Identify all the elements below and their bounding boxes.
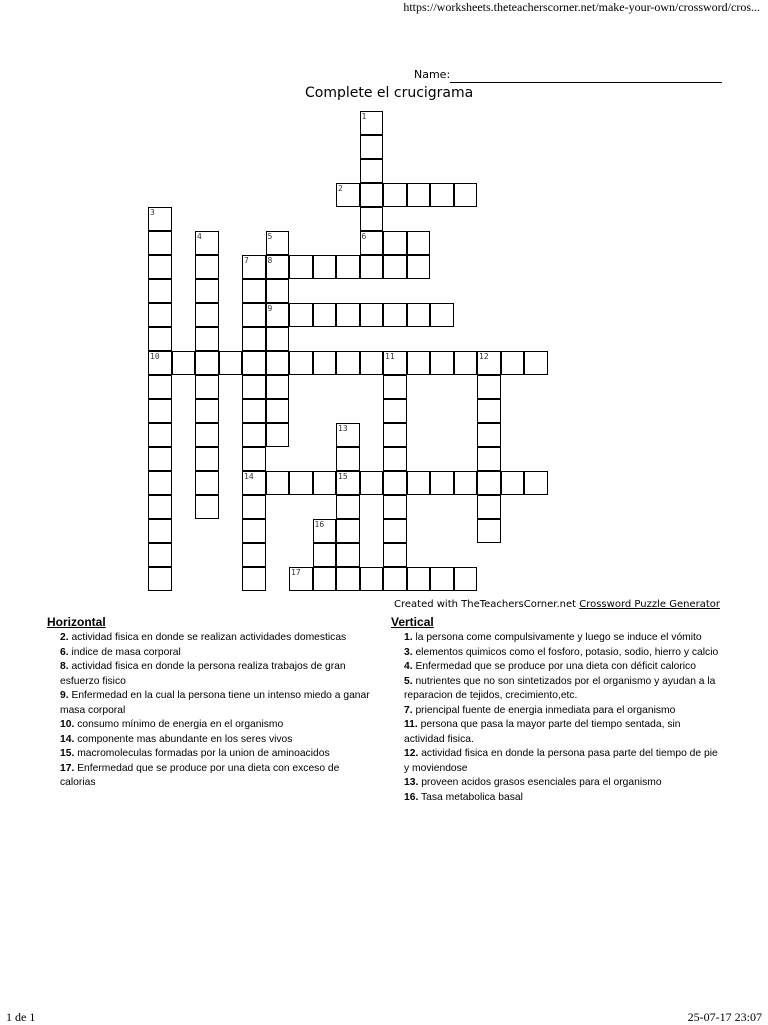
grid-cell[interactable] bbox=[148, 399, 172, 423]
grid-cell[interactable] bbox=[383, 447, 407, 471]
clue-text: consumo mínimo de energia en el organismo bbox=[74, 719, 284, 730]
grid-cell[interactable] bbox=[360, 351, 384, 375]
grid-cell[interactable] bbox=[266, 303, 290, 327]
vertical-clue bbox=[391, 631, 721, 646]
clue-number: 12 bbox=[479, 352, 489, 361]
clue-number: 17 bbox=[291, 568, 301, 577]
credit-text: Created with TheTeachersCorner.net bbox=[394, 599, 580, 610]
grid-cell[interactable] bbox=[430, 303, 454, 327]
grid-cell[interactable] bbox=[383, 495, 407, 519]
horizontal-clue bbox=[47, 747, 377, 762]
grid-cell[interactable] bbox=[336, 255, 360, 279]
vertical-clue bbox=[391, 718, 721, 747]
grid-cell[interactable] bbox=[266, 255, 290, 279]
grid-cell[interactable] bbox=[195, 375, 219, 399]
clue-number-label: 9. bbox=[60, 690, 69, 701]
grid-cell[interactable] bbox=[336, 351, 360, 375]
vertical-clue bbox=[391, 776, 721, 791]
grid-cell[interactable] bbox=[148, 231, 172, 255]
grid-cell[interactable] bbox=[195, 279, 219, 303]
grid-cell[interactable] bbox=[336, 447, 360, 471]
grid-cell[interactable] bbox=[266, 279, 290, 303]
vertical-clue bbox=[391, 660, 721, 675]
grid-cell[interactable] bbox=[360, 471, 384, 495]
grid-cell[interactable] bbox=[477, 399, 501, 423]
grid-cell[interactable] bbox=[336, 519, 360, 543]
grid-cell[interactable] bbox=[360, 111, 384, 135]
grid-cell[interactable] bbox=[148, 423, 172, 447]
grid-cell[interactable] bbox=[242, 327, 266, 351]
clue-number-label: 11. bbox=[404, 719, 418, 730]
grid-cell[interactable] bbox=[383, 351, 407, 375]
grid-cell[interactable] bbox=[266, 327, 290, 351]
horizontal-clue bbox=[47, 646, 377, 661]
horizontal-clue bbox=[47, 631, 377, 646]
vertical-heading: Vertical bbox=[391, 615, 434, 629]
grid-cell[interactable] bbox=[360, 567, 384, 591]
grid-cell[interactable] bbox=[336, 543, 360, 567]
grid-cell[interactable] bbox=[313, 255, 337, 279]
clue-text: actividad fisica en donde se realizan actividades domesticas bbox=[68, 632, 347, 643]
grid-cell[interactable] bbox=[477, 495, 501, 519]
grid-cell[interactable] bbox=[313, 567, 337, 591]
grid-cell[interactable] bbox=[360, 303, 384, 327]
grid-cell[interactable] bbox=[360, 207, 384, 231]
grid-cell[interactable] bbox=[407, 351, 431, 375]
clue-number: 6 bbox=[361, 232, 367, 241]
grid-cell[interactable] bbox=[195, 231, 219, 255]
grid-cell[interactable] bbox=[289, 567, 313, 591]
grid-cell[interactable] bbox=[266, 375, 290, 399]
grid-cell[interactable] bbox=[266, 471, 290, 495]
grid-cell[interactable] bbox=[289, 255, 313, 279]
grid-cell[interactable] bbox=[383, 255, 407, 279]
clue-number-label: 4. bbox=[404, 661, 413, 672]
grid-cell[interactable] bbox=[477, 447, 501, 471]
vertical-clue bbox=[391, 747, 721, 776]
grid-cell[interactable] bbox=[477, 375, 501, 399]
grid-cell[interactable] bbox=[383, 183, 407, 207]
grid-cell[interactable] bbox=[148, 519, 172, 543]
grid-cell[interactable] bbox=[383, 423, 407, 447]
horizontal-heading: Horizontal bbox=[47, 615, 106, 629]
grid-cell[interactable] bbox=[242, 447, 266, 471]
grid-cell[interactable] bbox=[148, 471, 172, 495]
grid-cell[interactable] bbox=[148, 543, 172, 567]
horizontal-clue bbox=[47, 718, 377, 733]
clue-text: Enfermedad que se produce por una dieta con déficit calorico bbox=[412, 661, 696, 672]
grid-cell[interactable] bbox=[148, 567, 172, 591]
grid-cell[interactable] bbox=[172, 351, 196, 375]
grid-cell[interactable] bbox=[524, 351, 548, 375]
grid-cell[interactable] bbox=[313, 471, 337, 495]
grid-cell[interactable] bbox=[407, 183, 431, 207]
clue-text: componente mas abundante en los seres vivos bbox=[74, 733, 293, 745]
clue-number-label: 17. bbox=[60, 762, 75, 774]
grid-cell[interactable] bbox=[195, 447, 219, 471]
clue-number-label: 13. bbox=[404, 777, 419, 788]
clue-number: 3 bbox=[150, 208, 155, 217]
grid-cell[interactable] bbox=[148, 447, 172, 471]
clue-number-label: 10. bbox=[60, 719, 75, 730]
name-label: Name: bbox=[414, 68, 451, 81]
vertical-clue bbox=[391, 675, 721, 704]
grid-cell[interactable] bbox=[148, 351, 172, 375]
grid-cell[interactable] bbox=[148, 207, 172, 231]
clue-number-label: 8. bbox=[60, 661, 69, 672]
grid-cell[interactable] bbox=[383, 567, 407, 591]
clue-number: 5 bbox=[267, 232, 273, 241]
grid-cell[interactable] bbox=[313, 351, 337, 375]
grid-cell[interactable] bbox=[501, 471, 525, 495]
grid-cell[interactable] bbox=[289, 351, 313, 375]
print-timestamp: 25-07-17 23:07 bbox=[687, 1010, 762, 1024]
grid-cell[interactable] bbox=[195, 351, 219, 375]
grid-cell[interactable] bbox=[242, 423, 266, 447]
grid-cell[interactable] bbox=[454, 183, 478, 207]
grid-cell[interactable] bbox=[242, 351, 266, 375]
clue-text: elementos quimicos como el fosforo, potasio, sodio, hierro y calcio bbox=[412, 646, 719, 658]
grid-cell[interactable] bbox=[242, 471, 266, 495]
clue-number-label: 1. bbox=[404, 632, 413, 643]
grid-cell[interactable] bbox=[454, 567, 478, 591]
grid-cell[interactable] bbox=[195, 303, 219, 327]
vertical-clues bbox=[391, 615, 721, 805]
clue-number-label: 3. bbox=[404, 646, 413, 658]
clue-number: 16 bbox=[314, 520, 325, 529]
grid-cell[interactable] bbox=[360, 231, 384, 255]
clue-text: proveen acidos grasos esenciales para el organismo bbox=[418, 777, 662, 788]
clue-text: indice de masa corporal bbox=[68, 646, 181, 658]
grid-cell[interactable] bbox=[454, 351, 478, 375]
grid-cell[interactable] bbox=[501, 351, 525, 375]
grid-cell[interactable] bbox=[477, 423, 501, 447]
grid-cell[interactable] bbox=[219, 351, 243, 375]
grid-cell[interactable] bbox=[242, 303, 266, 327]
grid-cell[interactable] bbox=[407, 303, 431, 327]
grid-cell[interactable] bbox=[336, 567, 360, 591]
grid-cell[interactable] bbox=[242, 519, 266, 543]
clue-text: actividad fisica en donde la persona pasa parte del tiempo de pie y moviendose bbox=[404, 748, 718, 774]
grid-cell[interactable] bbox=[360, 135, 384, 159]
grid-cell[interactable] bbox=[195, 399, 219, 423]
clue-text: nutrientes que no son sintetizados por el organismo y ayudan a la reparacion de tejidos, crecimiento,etc. bbox=[404, 675, 716, 701]
generator-link[interactable]: Crossword Puzzle Generator bbox=[579, 599, 720, 610]
grid-cell[interactable] bbox=[336, 423, 360, 447]
clue-text: Tasa metabolica basal bbox=[418, 791, 523, 803]
grid-cell[interactable] bbox=[407, 231, 431, 255]
puzzle-title: Complete el crucigrama bbox=[305, 85, 474, 101]
grid-cell[interactable] bbox=[242, 375, 266, 399]
grid-cell[interactable] bbox=[383, 471, 407, 495]
grid-cell[interactable] bbox=[289, 303, 313, 327]
vertical-clue bbox=[391, 791, 721, 806]
grid-cell[interactable] bbox=[477, 519, 501, 543]
grid-cell[interactable] bbox=[360, 183, 384, 207]
clue-number-label: 5. bbox=[404, 675, 413, 687]
grid-cell[interactable] bbox=[313, 303, 337, 327]
clue-number: 9 bbox=[267, 304, 273, 313]
grid-cell[interactable] bbox=[242, 495, 266, 519]
grid-cell[interactable] bbox=[242, 543, 266, 567]
grid-cell[interactable] bbox=[242, 567, 266, 591]
grid-cell[interactable] bbox=[360, 255, 384, 279]
grid-cell[interactable] bbox=[407, 255, 431, 279]
grid-cell[interactable] bbox=[524, 471, 548, 495]
clue-number: 11 bbox=[385, 352, 395, 361]
grid-cell[interactable] bbox=[383, 375, 407, 399]
grid-cell[interactable] bbox=[148, 279, 172, 303]
grid-cell[interactable] bbox=[454, 471, 478, 495]
horizontal-clue bbox=[47, 660, 377, 689]
grid-cell[interactable] bbox=[477, 351, 501, 375]
grid-cell[interactable] bbox=[148, 255, 172, 279]
grid-cell[interactable] bbox=[266, 399, 290, 423]
grid-cell[interactable] bbox=[407, 471, 431, 495]
clue-number: 14 bbox=[244, 472, 254, 481]
grid-cell[interactable] bbox=[195, 495, 219, 519]
clue-number-label: 7. bbox=[404, 704, 413, 716]
grid-cell[interactable] bbox=[430, 567, 454, 591]
grid-cell[interactable] bbox=[336, 471, 360, 495]
clue-text: Enfermedad en la cual la persona tiene un intenso miedo a ganar masa corporal bbox=[60, 690, 370, 716]
grid-cell[interactable] bbox=[430, 351, 454, 375]
horizontal-clue bbox=[47, 762, 377, 791]
clue-number: 10 bbox=[150, 352, 160, 361]
clue-number-label: 16. bbox=[404, 791, 419, 803]
grid-cell[interactable] bbox=[148, 375, 172, 399]
horizontal-clue bbox=[47, 733, 377, 748]
clue-number: 13 bbox=[338, 424, 348, 433]
clue-text: persona que pasa la mayor parte del tiempo sentada, sin actividad fisica. bbox=[404, 719, 681, 745]
grid-cell[interactable] bbox=[336, 303, 360, 327]
horizontal-clues bbox=[47, 615, 377, 791]
clue-number: 8 bbox=[267, 256, 273, 265]
grid-cell[interactable] bbox=[477, 471, 501, 495]
vertical-clue bbox=[391, 646, 721, 661]
clue-number: 4 bbox=[197, 232, 202, 241]
vertical-clue bbox=[391, 704, 721, 719]
horizontal-clue-list bbox=[47, 631, 377, 791]
grid-cell[interactable] bbox=[407, 567, 431, 591]
page-count: 1 de 1 bbox=[6, 1010, 36, 1024]
clue-text: la persona come compulsivamente y luego se induce el vómito bbox=[412, 632, 702, 643]
grid-cell[interactable] bbox=[289, 471, 313, 495]
grid-cell[interactable] bbox=[313, 519, 337, 543]
grid-cell[interactable] bbox=[195, 255, 219, 279]
grid-cell[interactable] bbox=[195, 471, 219, 495]
grid-cell[interactable] bbox=[266, 423, 290, 447]
grid-cell[interactable] bbox=[430, 471, 454, 495]
grid-cell[interactable] bbox=[195, 423, 219, 447]
grid-cell[interactable] bbox=[383, 231, 407, 255]
grid-cell[interactable] bbox=[383, 303, 407, 327]
grid-cell[interactable] bbox=[242, 255, 266, 279]
clue-number: 7 bbox=[244, 256, 249, 265]
clue-text: actividad fisica en donde la persona realiza trabajos de gran esfuerzo fisico bbox=[60, 661, 346, 687]
clue-text: priencipal fuente de energia inmediata para el organismo bbox=[412, 704, 676, 716]
grid-cell[interactable] bbox=[336, 495, 360, 519]
page-url: https://worksheets.theteacherscorner.net/make-your-own/crossword/cros... bbox=[403, 0, 760, 14]
grid-cell[interactable] bbox=[148, 303, 172, 327]
grid-cell[interactable] bbox=[195, 327, 219, 351]
grid-cell[interactable] bbox=[242, 399, 266, 423]
vertical-clue-list bbox=[391, 631, 721, 805]
grid-cell[interactable] bbox=[383, 519, 407, 543]
clue-number: 1 bbox=[361, 112, 367, 121]
horizontal-clue bbox=[47, 689, 377, 718]
grid-cell[interactable] bbox=[336, 183, 360, 207]
clue-text: macromoleculas formadas por la union de aminoacidos bbox=[74, 748, 330, 759]
clue-text: Enfermedad que se produce por una dieta con exceso de calorias bbox=[60, 762, 340, 788]
clue-number-label: 14. bbox=[60, 733, 75, 745]
clue-number-label: 12. bbox=[404, 748, 419, 759]
grid-cell[interactable] bbox=[430, 183, 454, 207]
grid-cell[interactable] bbox=[266, 231, 290, 255]
grid-cell[interactable] bbox=[266, 351, 290, 375]
clue-number-label: 2. bbox=[60, 632, 69, 643]
credit-line bbox=[394, 599, 720, 610]
clue-number-label: 15. bbox=[60, 748, 75, 759]
grid-cell[interactable] bbox=[383, 543, 407, 567]
clue-number-label: 6. bbox=[60, 646, 69, 658]
grid-cell[interactable] bbox=[148, 495, 172, 519]
grid-cell[interactable] bbox=[313, 543, 337, 567]
clue-number: 15 bbox=[338, 472, 348, 481]
grid-cell[interactable] bbox=[242, 279, 266, 303]
grid-cell[interactable] bbox=[360, 159, 384, 183]
grid-cell[interactable] bbox=[383, 399, 407, 423]
clue-number: 2 bbox=[338, 184, 343, 193]
grid-cell[interactable] bbox=[148, 327, 172, 351]
